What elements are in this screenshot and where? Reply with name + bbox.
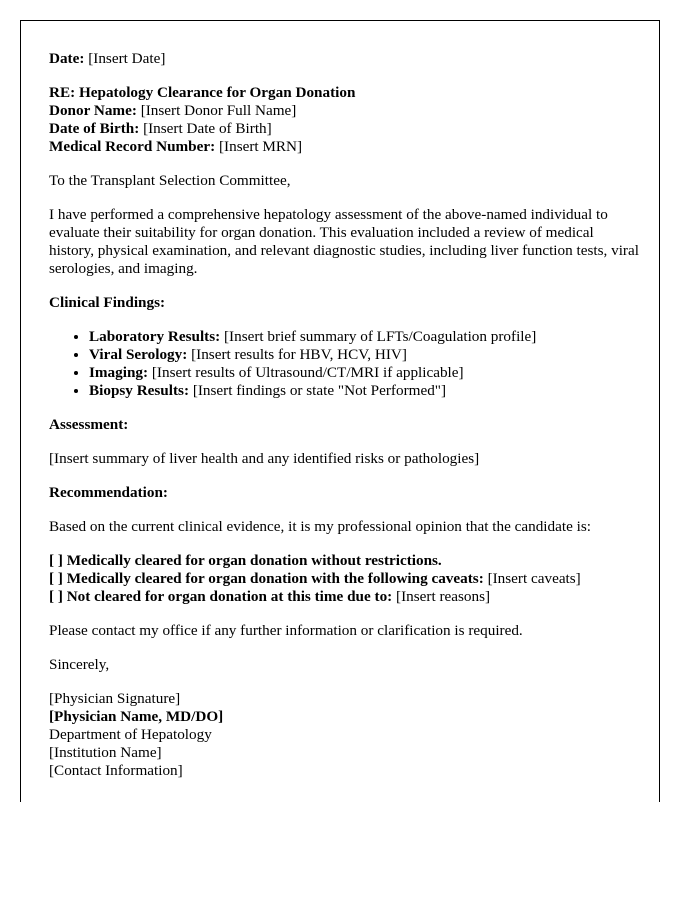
finding-value: [Insert brief summary of LFTs/Coagulation profile] [224, 328, 537, 345]
recommendation-heading [49, 484, 639, 502]
dob-value: [Insert Date of Birth] [143, 120, 272, 137]
finding-label: Biopsy Results: [89, 382, 190, 399]
list-item [89, 364, 639, 382]
date-value: [Insert Date] [88, 50, 166, 67]
intro-paragraph: I have performed a comprehensive hepatology assessment of the above-named individual to evaluate their suitability for organ donation. This evaluation included a review of medical history, physical examination, and relevant diagnostic studies, including liver function tests, viral serologies, and imaging. [49, 206, 639, 277]
finding-value: [Insert findings or state "Not Performed"] [192, 382, 447, 399]
mrn-label: Medical Record Number: [49, 138, 216, 155]
finding-value: [Insert results for HBV, HCV, HIV] [191, 346, 407, 363]
physician-signature: [Physician Signature] [49, 690, 181, 707]
clinical-findings-heading [49, 294, 639, 312]
date-line [49, 50, 639, 68]
list-item [89, 346, 639, 364]
donor-name-label: Donor Name: [49, 102, 137, 119]
list-item [89, 328, 639, 346]
dob-line [49, 120, 639, 138]
dob-label: Date of Birth: [49, 120, 140, 137]
institution-name: [Institution Name] [49, 744, 162, 761]
physician-name [49, 708, 639, 726]
re-subject-text: RE: Hepatology Clearance for Organ Donation [49, 84, 356, 101]
finding-label: Viral Serology: [89, 346, 188, 363]
donor-name-value: [Insert Donor Full Name] [140, 102, 297, 119]
option-label: [ ] Not cleared for organ donation at this time due to: [49, 588, 393, 605]
letter-page [20, 20, 660, 802]
finding-label: Laboratory Results: [89, 328, 221, 345]
physician-name-text: [Physician Name, MD/DO] [49, 708, 224, 725]
option-label: [ ] Medically cleared for organ donation with the following caveats: [49, 570, 484, 587]
date-label: Date: [49, 50, 85, 67]
option-value: [Insert reasons] [396, 588, 491, 605]
salutation: To the Transplant Selection Committee, [49, 172, 291, 189]
recommendation-heading-text: Recommendation: [49, 484, 168, 501]
clinical-findings-list [49, 328, 639, 400]
finding-label: Imaging: [89, 364, 149, 381]
closing: Sincerely, [49, 656, 110, 673]
donor-name-line [49, 102, 639, 120]
option-label: [ ] Medically cleared for organ donation without restrictions. [49, 552, 442, 569]
contact-information: [Contact Information] [49, 762, 183, 779]
re-subject [49, 84, 639, 102]
recommendation-text: Based on the current clinical evidence, it is my professional opinion that the candidate is: [49, 518, 591, 535]
letter-content [49, 50, 639, 796]
option-not-cleared [49, 588, 639, 606]
signature-block [49, 690, 639, 780]
assessment-heading-text: Assessment: [49, 416, 129, 433]
contact-note: Please contact my office if any further information or clarification is required. [49, 622, 523, 639]
assessment-heading [49, 416, 639, 434]
finding-value: [Insert results of Ultrasound/CT/MRI if applicable] [151, 364, 464, 381]
option-cleared-no-restrictions [49, 552, 639, 570]
option-value: [Insert caveats] [487, 570, 581, 587]
mrn-value: [Insert MRN] [218, 138, 303, 155]
clinical-findings-heading-text: Clinical Findings: [49, 294, 166, 311]
mrn-line [49, 138, 639, 156]
assessment-text: [Insert summary of liver health and any identified risks or pathologies] [49, 450, 480, 467]
list-item [89, 382, 639, 400]
department: Department of Hepatology [49, 726, 212, 743]
reference-block [49, 84, 639, 156]
recommendation-options [49, 552, 639, 606]
option-cleared-with-caveats [49, 570, 639, 588]
